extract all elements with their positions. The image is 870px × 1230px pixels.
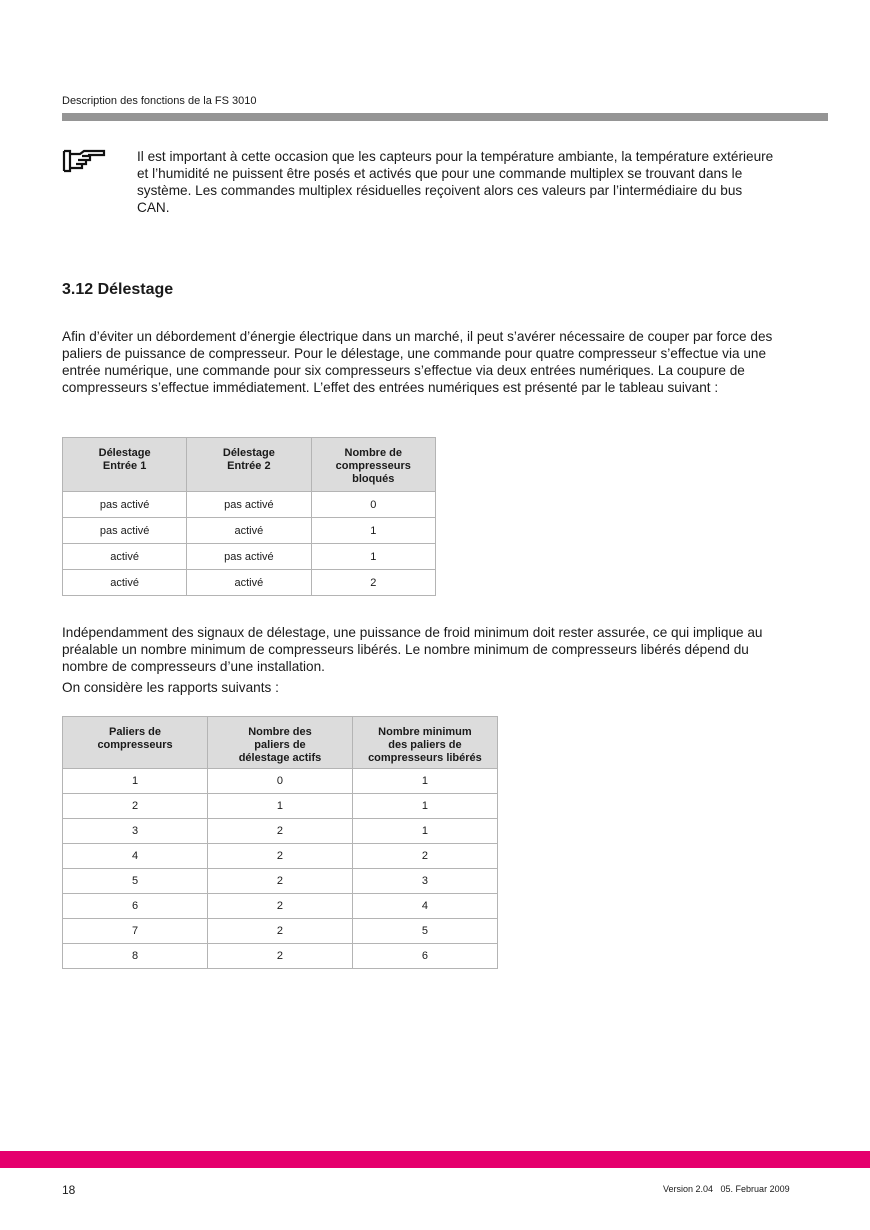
table-row (63, 570, 436, 596)
table-cell: 3 (352, 869, 497, 894)
paragraph-ratios: On considère les rapports suivants : (62, 680, 279, 695)
table-row (63, 819, 498, 844)
table-cell: 4 (63, 844, 208, 869)
paragraph-intro: Afin d’éviter un débordement d’énergie électrique dans un marché, il peut s’avérer nécessaire de couper par force des paliers de puissance de compresseur. Pour le délestage, une commande pour quatre compresseur s’effectue via une entrée numérique, une commande pour six compresseurs s’effectue via deux entrées numériques. La coupure de compresseurs s’effectue immédiatement. L’effet des entrées numériques est présenté par le tableau suivant : (62, 329, 773, 395)
section-heading: 3.12 Délestage (62, 281, 174, 298)
table-row (63, 844, 498, 869)
table-cell: 7 (63, 919, 208, 944)
table-cell: 2 (311, 570, 436, 596)
table-row (63, 492, 436, 518)
table-cell: activé (63, 570, 187, 596)
table-cell: 0 (208, 769, 353, 794)
table-cell: activé (187, 518, 311, 544)
table-row (63, 769, 498, 794)
table-cell: 3 (63, 819, 208, 844)
compressor-stages-table (62, 716, 498, 969)
table-cell: activé (187, 570, 311, 596)
table-cell: 6 (63, 894, 208, 919)
table-row (63, 919, 498, 944)
table-row (63, 544, 436, 570)
table-cell: 2 (352, 844, 497, 869)
table-cell: 2 (63, 794, 208, 819)
running-header: Description des fonctions de la FS 3010 (62, 95, 257, 107)
table-cell: activé (63, 544, 187, 570)
header-rule (62, 113, 828, 121)
table-cell: 2 (208, 869, 353, 894)
page-number: 18 (62, 1183, 76, 1197)
table-cell: 1 (63, 769, 208, 794)
table-cell: pas activé (63, 518, 187, 544)
table-row (63, 894, 498, 919)
table-header: Paliers de compresseurs (63, 717, 208, 769)
table-cell: 2 (208, 944, 353, 969)
table-cell: pas activé (187, 492, 311, 518)
table-row (63, 794, 498, 819)
table-header: Nombre des paliers de délestage actifs (208, 717, 353, 769)
table-cell: 4 (352, 894, 497, 919)
table-cell: 1 (352, 819, 497, 844)
table-cell: 2 (208, 819, 353, 844)
table-row (63, 869, 498, 894)
table-cell: 5 (352, 919, 497, 944)
table-row (63, 518, 436, 544)
table-cell: pas activé (63, 492, 187, 518)
table-cell: 8 (63, 944, 208, 969)
table-cell: 1 (311, 544, 436, 570)
table-cell: 0 (311, 492, 436, 518)
table-cell: 1 (352, 794, 497, 819)
table-cell: 2 (208, 894, 353, 919)
table-cell: 5 (63, 869, 208, 894)
note-text: Il est important à cette occasion que les capteurs pour la température ambiante, la température extérieure et l’humidité ne puissent être posés et activés que pour une commande multiplex se trouvant dans le système. Les commandes multiplex résiduelles reçoivent alors ces valeurs par l’intermédiaire du bus CAN. (137, 149, 774, 215)
load-shedding-table (62, 437, 436, 596)
table-header: Nombre minimum des paliers de compresseurs libérés (352, 717, 497, 769)
pointing-hand-icon (62, 148, 106, 174)
table-header: Nombre de compresseurs bloqués (311, 438, 436, 492)
table-cell: pas activé (187, 544, 311, 570)
table-header: Délestage Entrée 2 (187, 438, 311, 492)
table-cell: 1 (208, 794, 353, 819)
version-info: Version 2.04 05. Februar 2009 (663, 1184, 790, 1194)
table-cell: 2 (208, 844, 353, 869)
table-header: Délestage Entrée 1 (63, 438, 187, 492)
table-row (63, 944, 498, 969)
paragraph-minimum: Indépendamment des signaux de délestage, une puissance de froid minimum doit rester assurée, ce qui implique au préalable un nombre minimum de compresseurs libérés. Le nombre minimum de compresseurs libérés dépend du nombre de compresseurs d’une installation. (62, 625, 763, 674)
table-cell: 2 (208, 919, 353, 944)
table-cell: 6 (352, 944, 497, 969)
table-cell: 1 (352, 769, 497, 794)
footer-accent-bar (0, 1151, 870, 1168)
table-cell: 1 (311, 518, 436, 544)
